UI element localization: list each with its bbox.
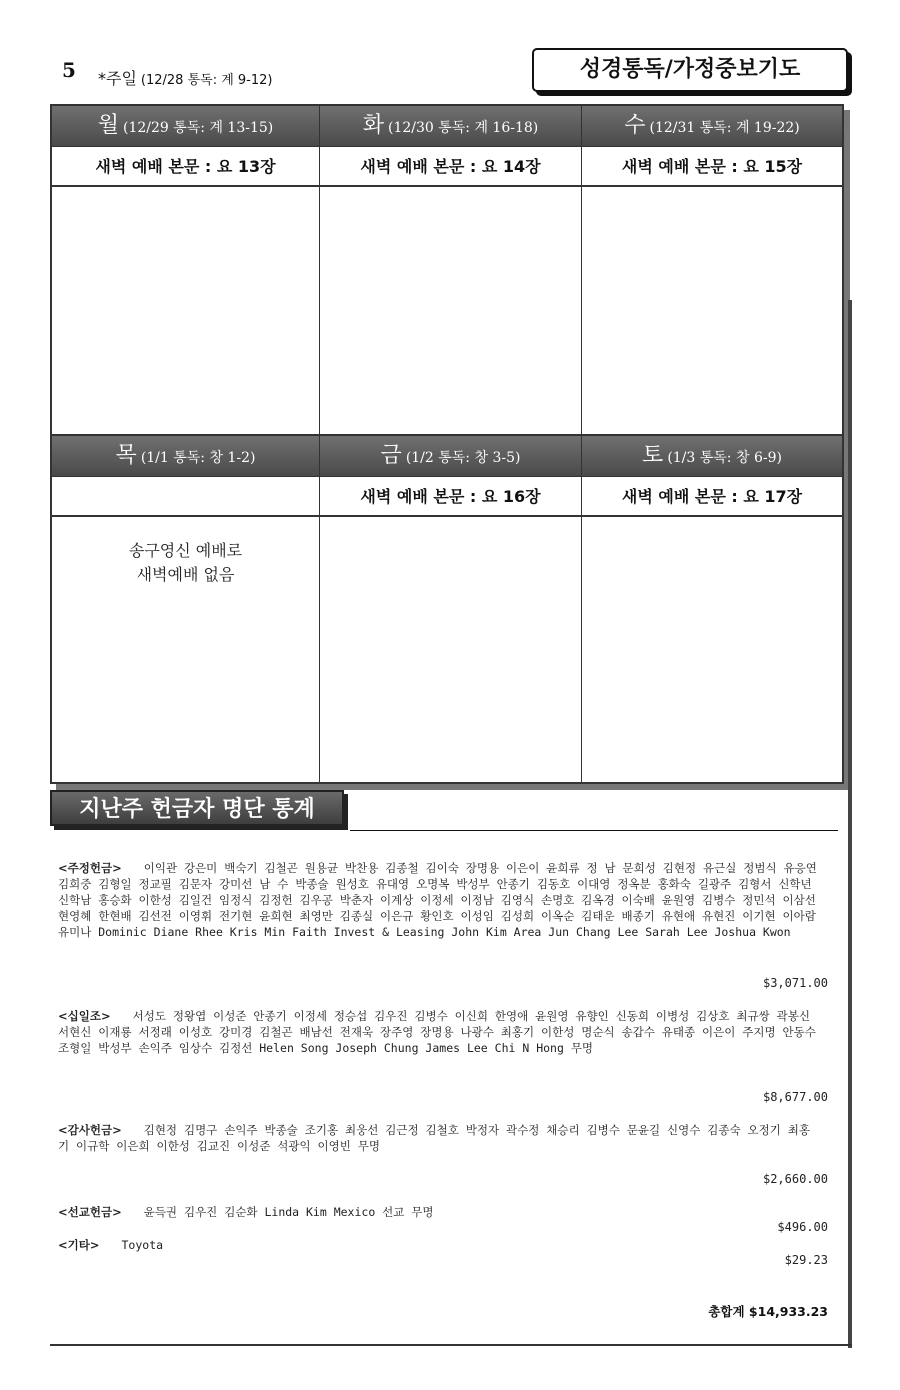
offering-category: [58, 1008, 820, 1056]
page-border-bottom: [50, 1344, 852, 1346]
day-cell-mon: [52, 106, 320, 434]
donor-names: 윤득권 김우진 김순화 Linda Kim Mexico 선교 무명: [143, 1205, 434, 1219]
day-note: [52, 539, 319, 587]
day-header: [52, 106, 319, 147]
day-reading: (12/30 통독: 계 16-18): [387, 120, 539, 136]
day-header: [582, 106, 842, 147]
day-header: [320, 106, 581, 147]
sunday-reading-line: [98, 66, 272, 89]
sermon-text: 새벽 예배 본문 : 요 13장: [52, 147, 319, 187]
category-label: <선교헌금>: [58, 1205, 122, 1219]
donor-names: 이익관 강은미 백숙기 김철곤 원용균 박찬용 김종철 김이숙 장명용 이은이 윤희류 정 남 문희성 김현정 유근실 정범식 유응연 김희중 김형일 정교필 김문자 강미선 남 수 박종술 원성호 유대영 오명복 박성부 안종기 김동호 이대영 정옥분 홍화숙 길광주 김형서 신학년 신학남 홍승화 이한성 김일건 임정식 김정헌 김우공 박춘자 이계상 이정세 이정남 김영식 손명호 김옥경 이숙배 윤원영 김병수 정민석 이삼선 현영혜 한현배 김선전 이영휘 전기현 윤희현 최영만 김종실 이은규 황인호 이성임 김성희 이옥순 김태운 배종기 유현애 유현진 이기현 이아람 유미나 Dominic Diane Rhee Kris Min Faith Invest & Leasing John Kim Area Jun Chang Lee Sarah Lee Joshua Kwon: [58, 861, 817, 939]
sunday-reading: (12/28 통독: 계 9-12): [140, 73, 273, 88]
category-label: <십일조>: [58, 1009, 111, 1023]
offering-category: [58, 1204, 820, 1220]
page-header: [0, 0, 900, 100]
day-cell-thu: [52, 436, 320, 784]
note-line: 새벽예배 없음: [136, 565, 235, 584]
day-name: 수: [624, 113, 646, 138]
day-name: 월: [97, 113, 119, 138]
sermon-text: 새벽 예배 본문 : 요 14장: [320, 147, 581, 187]
section-title: 지난주 헌금자 명단 통계: [50, 790, 344, 826]
day-header: [320, 436, 581, 477]
offering-category: [58, 1237, 820, 1253]
sermon-text: 새벽 예배 본문 : 요 15장: [582, 147, 842, 187]
sunday-label: *주일: [98, 69, 137, 88]
day-cell-tue: [320, 106, 582, 434]
sermon-text: [52, 477, 319, 517]
day-cell-fri: [320, 436, 582, 784]
page-title: 성경통독/가정중보기도: [532, 48, 848, 92]
donor-names: Toyota: [121, 1238, 164, 1252]
day-name: 화: [362, 113, 384, 138]
page-border-right: [848, 300, 852, 1348]
category-amount: $29.23: [784, 1253, 828, 1267]
day-reading: (1/3 통독: 창 6-9): [667, 450, 782, 466]
page-number: 5: [62, 58, 76, 82]
weekly-reading-calendar: [50, 104, 844, 784]
day-reading: (1/1 통독: 창 1-2): [140, 450, 256, 466]
day-name: 목: [115, 443, 137, 468]
donor-names: 서성도 정왕엽 이성준 안종기 이정세 정승섭 김우진 김병수 이신희 한영애 윤원영 유향인 신동희 이병성 김상호 최규쌍 곽봉신 서현신 이재룡 서정래 이성호 강미경 김철곤 배남선 전재욱 장주영 장명용 나광수 최홍기 이한성 명순식 송갑수 유태종 이은이 주지명 안동수 조형일 박성부 손익주 임상수 김정선 Helen Song Joseph Chung James Lee Chi N Hong 무명: [58, 1009, 816, 1055]
category-label: <기타>: [58, 1238, 100, 1252]
day-name: 토: [642, 443, 664, 468]
category-amount: $3,071.00: [762, 976, 828, 990]
divider: [350, 830, 838, 831]
day-reading: (12/29 통독: 계 13-15): [122, 120, 274, 136]
grand-total: 총합계 $14,933.23: [708, 1304, 828, 1319]
note-line: 송구영신 예배로: [128, 541, 243, 560]
category-label: <감사헌금>: [58, 1123, 122, 1137]
day-cell-wed: [582, 106, 842, 434]
category-label: <주정헌금>: [58, 861, 122, 875]
day-name: 금: [380, 443, 402, 468]
day-reading: (1/2 통독: 창 3-5): [405, 450, 521, 466]
day-reading: (12/31 통독: 계 19-22): [649, 120, 800, 136]
day-cell-sat: [582, 436, 842, 784]
day-header: [582, 436, 842, 477]
day-header: [52, 436, 319, 477]
donor-names: 김현정 김명구 손익주 박종술 조기홍 최웅선 김근정 김철호 박정자 곽수정 채승리 김병수 문윤길 신영수 김종숙 오정기 최홍기 이규학 이은희 이한성 김교진 이성준 석광익 이영빈 무명: [58, 1123, 810, 1153]
category-amount: $496.00: [777, 1220, 828, 1234]
calendar-row-2: [52, 434, 842, 784]
calendar-row-1: [52, 106, 842, 434]
offering-category: [58, 860, 820, 940]
category-amount: $2,660.00: [762, 1172, 828, 1186]
sermon-text: 새벽 예배 본문 : 요 16장: [320, 477, 581, 517]
sermon-text: 새벽 예배 본문 : 요 17장: [582, 477, 842, 517]
offering-category: [58, 1122, 820, 1154]
category-amount: $8,677.00: [762, 1090, 828, 1104]
